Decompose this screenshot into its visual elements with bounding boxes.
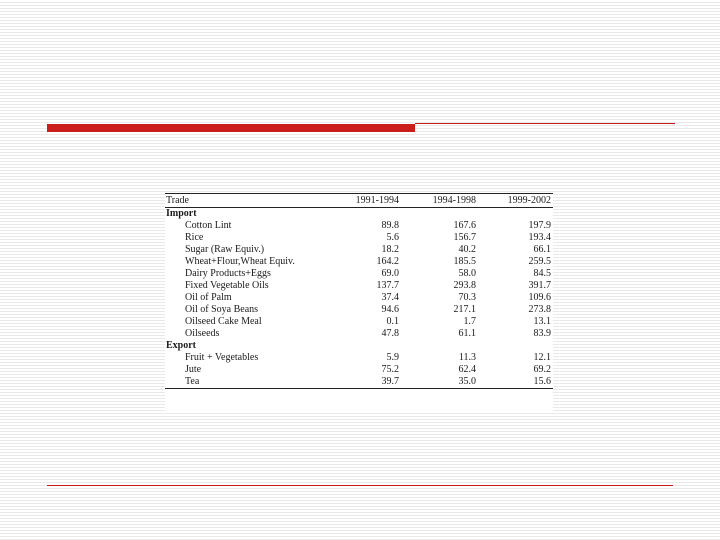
value-period-3: 69.2 — [533, 364, 551, 375]
value-period-3: 12.1 — [533, 352, 551, 363]
value-period-2: 70.3 — [458, 292, 476, 303]
trade-table — [165, 193, 553, 389]
value-period-2: 167.6 — [453, 220, 476, 231]
value-period-3: 193.4 — [528, 232, 551, 243]
value-period-1: 37.4 — [381, 292, 399, 303]
item-label: Oil of Soya Beans — [185, 304, 259, 315]
value-period-2: 217.1 — [453, 304, 476, 315]
item-label: Oilseed Cake Meal — [185, 316, 262, 327]
value-period-3: 273.8 — [528, 304, 551, 315]
table-row — [165, 268, 553, 280]
table-row — [165, 244, 553, 256]
value-period-2: 156.7 — [453, 232, 476, 243]
value-period-1: 18.2 — [381, 244, 399, 255]
item-label: Tea — [185, 376, 200, 387]
table-row — [165, 292, 553, 304]
table-row — [165, 256, 553, 268]
value-period-1: 0.1 — [386, 316, 399, 327]
table-row — [165, 232, 553, 244]
value-period-1: 164.2 — [376, 256, 399, 267]
value-period-3: 391.7 — [528, 280, 551, 291]
table-header-row — [165, 194, 553, 208]
header-period-1: 1991-1994 — [355, 194, 399, 206]
value-period-2: 40.2 — [458, 244, 476, 255]
item-label: Oilseeds — [185, 328, 220, 339]
value-period-3: 66.1 — [533, 244, 551, 255]
header-period-2: 1994-1998 — [432, 194, 476, 206]
item-label: Jute — [185, 364, 202, 375]
value-period-2: 62.4 — [458, 364, 476, 375]
value-period-1: 75.2 — [381, 364, 399, 375]
value-period-3: 15.6 — [533, 376, 551, 387]
item-label: Oil of Palm — [185, 292, 232, 303]
table-row — [165, 220, 553, 232]
value-period-1: 89.8 — [381, 220, 399, 231]
value-period-1: 94.6 — [381, 304, 399, 315]
value-period-1: 5.9 — [386, 352, 399, 363]
value-period-3: 259.5 — [528, 256, 551, 267]
value-period-2: 185.5 — [453, 256, 476, 267]
value-period-1: 39.7 — [381, 376, 399, 387]
value-period-2: 11.3 — [458, 352, 476, 363]
header-period-3: 1999-2002 — [507, 194, 551, 206]
value-period-3: 13.1 — [533, 316, 551, 327]
value-period-2: 58.0 — [458, 268, 476, 279]
section-title: Import — [166, 208, 197, 219]
value-period-2: 1.7 — [463, 316, 476, 327]
item-label: Fruit + Vegetables — [185, 352, 259, 363]
header-trade: Trade — [166, 194, 189, 206]
value-period-3: 197.9 — [528, 220, 551, 231]
item-label: Sugar (Raw Equiv.) — [185, 244, 265, 255]
value-period-3: 84.5 — [533, 268, 551, 279]
table-row — [165, 376, 553, 389]
value-period-2: 61.1 — [458, 328, 476, 339]
value-period-2: 35.0 — [458, 376, 476, 387]
item-label: Wheat+Flour,Wheat Equiv. — [185, 256, 295, 267]
value-period-3: 83.9 — [533, 328, 551, 339]
trade-table-panel — [165, 193, 553, 411]
item-label: Fixed Vegetable Oils — [185, 280, 269, 291]
section-row-import — [165, 208, 553, 221]
item-label: Dairy Products+Eggs — [185, 268, 271, 279]
table-row — [165, 304, 553, 316]
section-row-export — [165, 340, 553, 352]
item-label: Cotton Lint — [185, 220, 232, 231]
table-row — [165, 316, 553, 328]
title-rule-thin — [415, 123, 675, 124]
table-row — [165, 364, 553, 376]
value-period-1: 69.0 — [381, 268, 399, 279]
table-row — [165, 328, 553, 340]
table-row — [165, 352, 553, 364]
item-label: Rice — [185, 232, 204, 243]
table-body — [165, 208, 553, 389]
title-rule-thick — [47, 124, 415, 132]
value-period-2: 293.8 — [453, 280, 476, 291]
value-period-1: 47.8 — [381, 328, 399, 339]
value-period-1: 137.7 — [376, 280, 399, 291]
table-row — [165, 280, 553, 292]
value-period-1: 5.6 — [386, 232, 399, 243]
footer-rule — [47, 485, 673, 486]
value-period-3: 109.6 — [528, 292, 551, 303]
section-title: Export — [166, 340, 196, 351]
